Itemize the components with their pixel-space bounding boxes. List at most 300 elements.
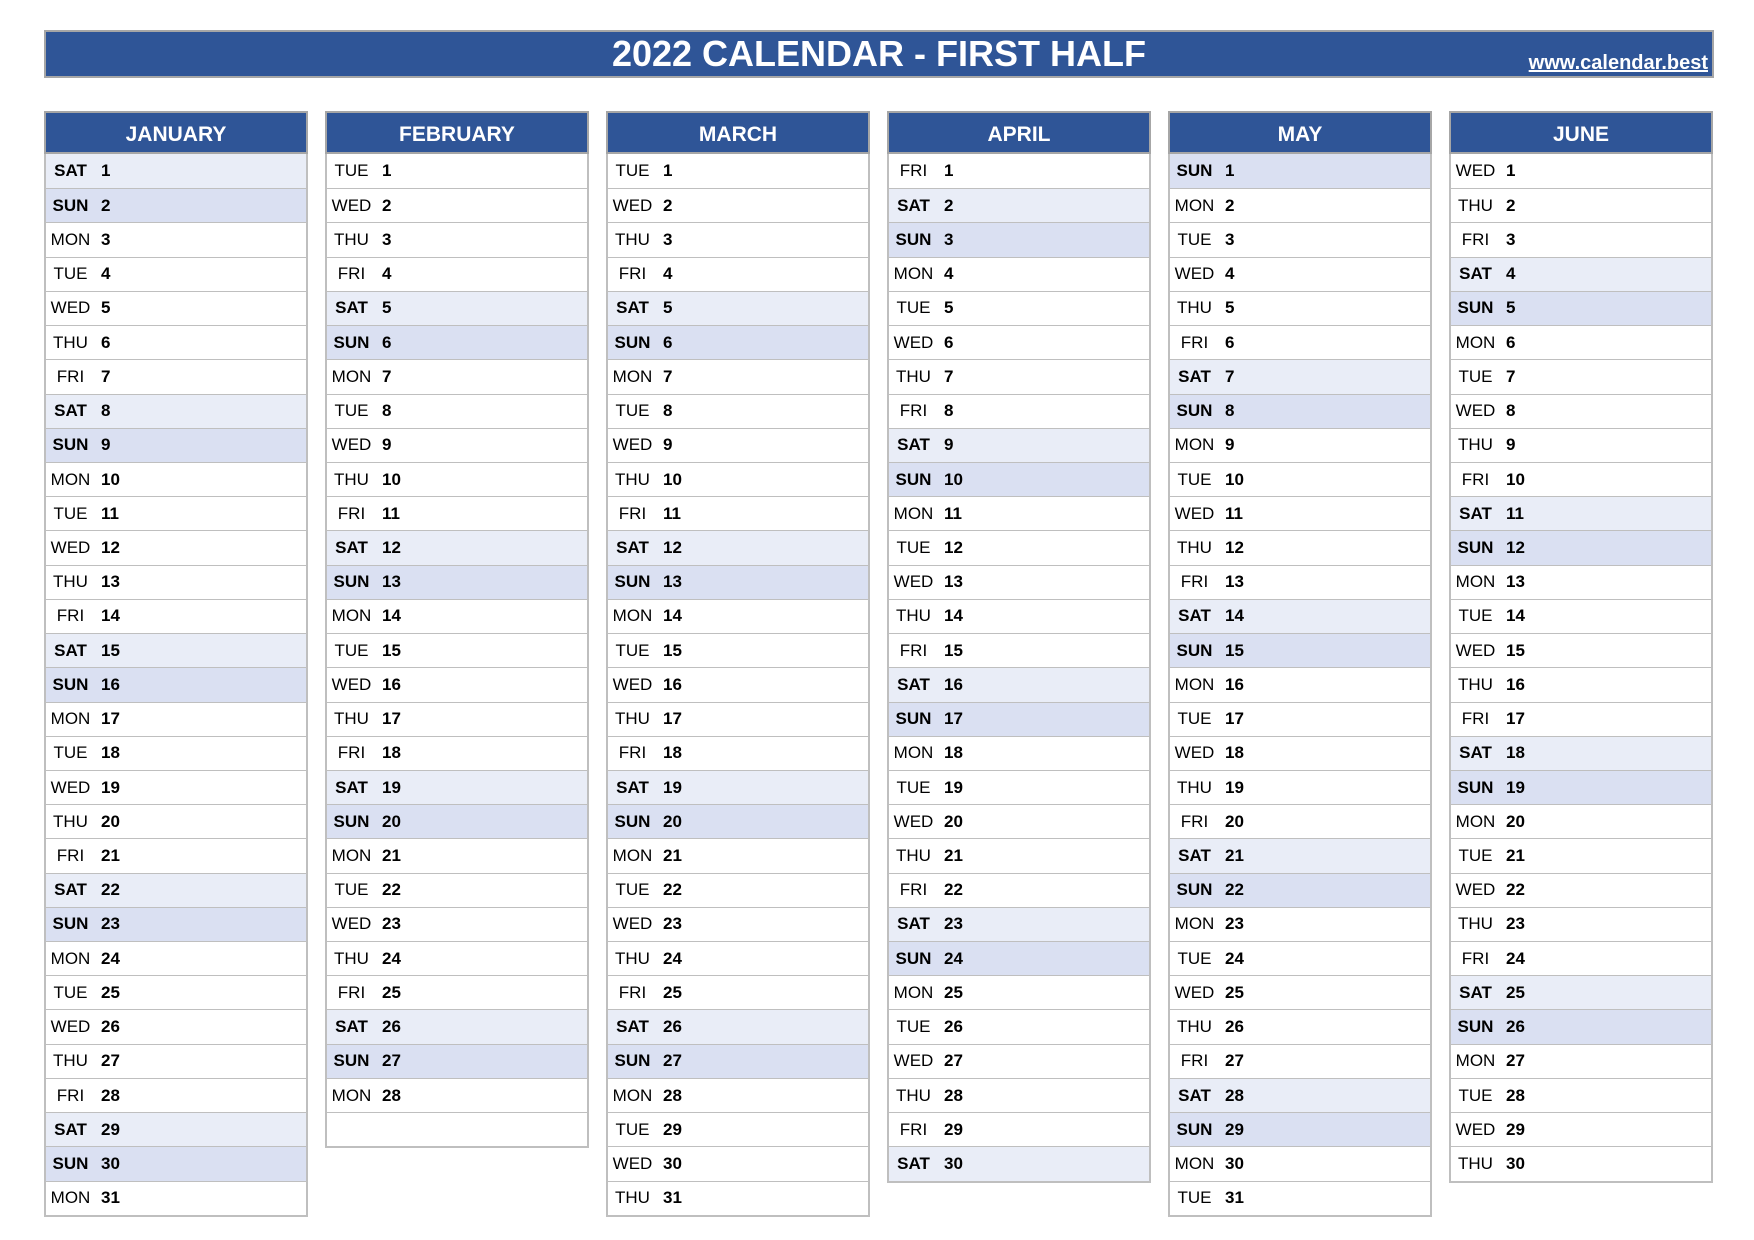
weekday-label: THU: [53, 332, 88, 352]
day-row: [1170, 907, 1430, 941]
day-number: 16: [944, 674, 963, 694]
day-number: 14: [382, 606, 401, 626]
day-number: 1: [382, 161, 392, 181]
day-row: [1170, 257, 1430, 291]
day-row: [608, 702, 868, 736]
weekday-label: MON: [1174, 435, 1215, 455]
day-row: [889, 188, 1149, 222]
weekday-label: THU: [1458, 674, 1493, 694]
day-number: 10: [101, 469, 120, 489]
day-row: [1170, 428, 1430, 462]
calendar-banner: [44, 30, 1714, 78]
day-number: 22: [944, 880, 963, 900]
day-number: 4: [663, 264, 673, 284]
weekday-label: SAT: [897, 195, 930, 215]
day-number: 27: [1225, 1051, 1244, 1071]
day-number: 9: [944, 435, 954, 455]
weekday-label: FRI: [618, 264, 647, 284]
day-row: [1170, 599, 1430, 633]
day-row: [46, 599, 306, 633]
day-number: 3: [382, 230, 392, 250]
day-number: 26: [382, 1017, 401, 1037]
day-number: 17: [1225, 709, 1244, 729]
day-row: [1451, 257, 1711, 291]
weekday-label: MON: [893, 503, 934, 523]
day-number: 13: [101, 572, 120, 592]
day-number: 21: [382, 845, 401, 865]
weekday-label: WED: [50, 538, 91, 558]
day-number: 8: [1225, 401, 1235, 421]
day-row: [1170, 359, 1430, 393]
day-number: 9: [663, 435, 673, 455]
day-row: [46, 975, 306, 1009]
day-row: [46, 325, 306, 359]
day-row: [327, 154, 587, 188]
weekday-label: MON: [331, 845, 372, 865]
weekday-label: SUN: [52, 435, 89, 455]
weekday-label: SUN: [1176, 640, 1213, 660]
day-number: 7: [1225, 366, 1235, 386]
day-row: [1451, 873, 1711, 907]
weekday-label: MON: [612, 606, 653, 626]
day-number: 11: [382, 503, 400, 523]
day-number: 11: [1506, 503, 1524, 523]
weekday-label: THU: [896, 606, 931, 626]
day-number: 26: [1506, 1017, 1525, 1037]
weekday-label: TUE: [1177, 469, 1212, 489]
day-number: 10: [663, 469, 682, 489]
day-row: [1451, 565, 1711, 599]
weekday-label: THU: [334, 948, 369, 968]
day-row: [1170, 325, 1430, 359]
weekday-label: TUE: [615, 401, 650, 421]
day-row: [1170, 565, 1430, 599]
day-row: [1170, 1181, 1430, 1215]
day-number: 21: [1225, 845, 1244, 865]
weekday-label: SUN: [614, 572, 651, 592]
weekday-label: SUN: [1457, 298, 1494, 318]
weekday-label: SAT: [1178, 845, 1211, 865]
day-row: [327, 530, 587, 564]
day-row: [1170, 394, 1430, 428]
day-number: 17: [1506, 709, 1525, 729]
day-row: [46, 1044, 306, 1078]
weekday-label: SUN: [895, 709, 932, 729]
weekday-label: WED: [331, 914, 372, 934]
day-row: [889, 941, 1149, 975]
weekday-label: MON: [893, 982, 934, 1002]
day-row: [608, 941, 868, 975]
day-number: 19: [101, 777, 120, 797]
day-row: [46, 1078, 306, 1112]
weekday-label: MON: [1455, 572, 1496, 592]
day-number: 7: [382, 366, 392, 386]
day-number: 28: [1506, 1085, 1525, 1105]
weekday-label: TUE: [1177, 948, 1212, 968]
weekday-label: TUE: [615, 880, 650, 900]
day-row: [46, 496, 306, 530]
month-march: [606, 111, 870, 1217]
weekday-label: MON: [1455, 332, 1496, 352]
weekday-label: FRI: [899, 1119, 928, 1139]
weekday-label: MON: [331, 606, 372, 626]
weekday-label: FRI: [337, 743, 366, 763]
day-row: [327, 1009, 587, 1043]
weekday-label: MON: [893, 743, 934, 763]
day-row: [1451, 188, 1711, 222]
day-row: [889, 222, 1149, 256]
weekday-label: SAT: [616, 538, 649, 558]
day-number: 19: [1225, 777, 1244, 797]
day-row: [889, 496, 1149, 530]
weekday-label: FRI: [1461, 230, 1490, 250]
weekday-label: TUE: [1177, 709, 1212, 729]
day-number: 14: [944, 606, 963, 626]
day-number: 6: [944, 332, 954, 352]
day-number: 1: [101, 161, 111, 181]
day-number: 4: [944, 264, 954, 284]
day-number: 30: [944, 1153, 963, 1173]
day-number: 23: [1506, 914, 1525, 934]
weekday-label: WED: [1174, 264, 1215, 284]
day-number: 14: [663, 606, 682, 626]
day-number: 29: [1225, 1119, 1244, 1139]
weekday-label: FRI: [56, 606, 85, 626]
day-number: 8: [944, 401, 954, 421]
weekday-label: FRI: [899, 161, 928, 181]
weekday-label: TUE: [334, 161, 369, 181]
weekday-label: MON: [1455, 811, 1496, 831]
day-row: [1451, 325, 1711, 359]
day-number: 17: [382, 709, 401, 729]
weekday-label: TUE: [334, 640, 369, 660]
day-row: [327, 359, 587, 393]
day-number: 9: [101, 435, 111, 455]
day-number: 14: [101, 606, 120, 626]
day-row: [327, 257, 587, 291]
day-row: [608, 1009, 868, 1043]
day-number: 30: [663, 1153, 682, 1173]
day-row: [46, 804, 306, 838]
day-number: 12: [1506, 538, 1525, 558]
weekday-label: WED: [1455, 161, 1496, 181]
weekday-label: SAT: [54, 880, 87, 900]
weekday-label: TUE: [1458, 606, 1493, 626]
weekday-label: TUE: [53, 982, 88, 1002]
day-number: 27: [663, 1051, 682, 1071]
weekday-label: FRI: [1180, 1051, 1209, 1071]
day-row: [1170, 770, 1430, 804]
day-row: [608, 1146, 868, 1180]
day-number: 12: [663, 538, 682, 558]
day-number: 22: [101, 880, 120, 900]
weekday-label: WED: [1455, 880, 1496, 900]
day-number: 12: [944, 538, 963, 558]
weekday-label: TUE: [1177, 1188, 1212, 1208]
day-row: [608, 188, 868, 222]
day-row: [889, 770, 1149, 804]
day-number: 18: [101, 743, 120, 763]
day-number: 6: [1225, 332, 1235, 352]
weekday-label: SAT: [335, 298, 368, 318]
day-number: 8: [382, 401, 392, 421]
day-number: 1: [663, 161, 673, 181]
day-number: 7: [101, 366, 111, 386]
day-number: 4: [1225, 264, 1235, 284]
day-row: [1451, 428, 1711, 462]
day-row: [1170, 222, 1430, 256]
weekday-label: WED: [612, 195, 653, 215]
day-row: [327, 941, 587, 975]
day-row: [46, 838, 306, 872]
day-number: 16: [101, 674, 120, 694]
weekday-label: THU: [1177, 298, 1212, 318]
weekday-label: TUE: [1458, 845, 1493, 865]
weekday-label: SAT: [616, 777, 649, 797]
day-number: 18: [944, 743, 963, 763]
day-number: 5: [382, 298, 392, 318]
day-number: 2: [1225, 195, 1235, 215]
weekday-label: SAT: [1178, 606, 1211, 626]
day-row: [327, 394, 587, 428]
day-row: [608, 565, 868, 599]
day-number: 28: [101, 1085, 120, 1105]
day-number: 28: [663, 1085, 682, 1105]
day-number: 13: [1506, 572, 1525, 592]
day-row: [608, 1112, 868, 1146]
day-row: [889, 359, 1149, 393]
day-row: [46, 257, 306, 291]
day-number: 2: [382, 195, 392, 215]
weekday-label: FRI: [618, 743, 647, 763]
weekday-label: SAT: [1459, 264, 1492, 284]
day-row: [608, 667, 868, 701]
day-row: [46, 188, 306, 222]
day-number: 11: [663, 503, 681, 523]
weekday-label: SAT: [335, 777, 368, 797]
day-number: 21: [1506, 845, 1525, 865]
day-row: [46, 941, 306, 975]
day-row: [1170, 1044, 1430, 1078]
day-row: [608, 428, 868, 462]
weekday-label: MON: [50, 230, 91, 250]
day-number: 13: [944, 572, 963, 592]
month-header: MARCH: [606, 111, 870, 154]
weekday-label: FRI: [1461, 709, 1490, 729]
day-number: 7: [944, 366, 954, 386]
day-row: [608, 154, 868, 188]
day-row: [327, 804, 587, 838]
weekday-label: TUE: [896, 777, 931, 797]
weekday-label: FRI: [618, 503, 647, 523]
day-number: 31: [101, 1188, 120, 1208]
day-number: 14: [1506, 606, 1525, 626]
day-row: [889, 838, 1149, 872]
weekday-label: TUE: [1177, 230, 1212, 250]
day-row: [1170, 667, 1430, 701]
weekday-label: THU: [1458, 195, 1493, 215]
day-row: [46, 702, 306, 736]
day-row: [46, 530, 306, 564]
day-row: [1451, 633, 1711, 667]
day-number: 20: [1225, 811, 1244, 831]
day-number: 16: [1225, 674, 1244, 694]
weekday-label: MON: [612, 1085, 653, 1105]
day-row: [1170, 530, 1430, 564]
day-number: 16: [663, 674, 682, 694]
day-number: 7: [663, 366, 673, 386]
weekday-label: TUE: [334, 880, 369, 900]
day-number: 24: [663, 948, 682, 968]
weekday-label: THU: [1177, 777, 1212, 797]
day-number: 1: [1225, 161, 1235, 181]
day-row: [1170, 1009, 1430, 1043]
day-number: 24: [944, 948, 963, 968]
day-row: [1170, 188, 1430, 222]
day-row: [1170, 1146, 1430, 1180]
weekday-label: FRI: [618, 982, 647, 1002]
day-number: 6: [101, 332, 111, 352]
day-row: [889, 565, 1149, 599]
weekday-label: TUE: [896, 1017, 931, 1037]
weekday-label: SUN: [52, 195, 89, 215]
day-row: [889, 633, 1149, 667]
day-row: [46, 873, 306, 907]
day-row: [46, 359, 306, 393]
day-number: 28: [1225, 1085, 1244, 1105]
day-number: 20: [944, 811, 963, 831]
day-row: [889, 599, 1149, 633]
weekday-label: TUE: [615, 640, 650, 660]
day-row: [1451, 154, 1711, 188]
day-number: 23: [101, 914, 120, 934]
day-row: [889, 736, 1149, 770]
day-row: [889, 154, 1149, 188]
weekday-label: WED: [331, 195, 372, 215]
day-row: [327, 496, 587, 530]
weekday-label: MON: [612, 845, 653, 865]
weekday-label: FRI: [337, 264, 366, 284]
day-row: [889, 1146, 1149, 1180]
day-number: 11: [944, 503, 962, 523]
day-row: [1451, 702, 1711, 736]
day-number: 24: [382, 948, 401, 968]
day-number: 25: [663, 982, 682, 1002]
day-row: [1170, 1078, 1430, 1112]
month-january: [44, 111, 308, 1217]
weekday-label: FRI: [899, 401, 928, 421]
weekday-label: SUN: [1457, 1017, 1494, 1037]
day-row: [1451, 496, 1711, 530]
day-row: [889, 1009, 1149, 1043]
day-row: [608, 222, 868, 256]
weekday-label: SAT: [1459, 503, 1492, 523]
day-number: 6: [663, 332, 673, 352]
weekday-label: SUN: [614, 332, 651, 352]
weekday-label: SAT: [54, 640, 87, 660]
day-row: [1451, 736, 1711, 770]
day-row: [1170, 1112, 1430, 1146]
day-number: 17: [944, 709, 963, 729]
day-number: 13: [663, 572, 682, 592]
day-row: [327, 1044, 587, 1078]
weekday-label: THU: [1458, 914, 1493, 934]
day-number: 3: [663, 230, 673, 250]
day-number: 5: [1506, 298, 1516, 318]
day-number: 21: [663, 845, 682, 865]
day-row: [1451, 359, 1711, 393]
day-number: 29: [944, 1119, 963, 1139]
day-number: 28: [944, 1085, 963, 1105]
weekday-label: WED: [1455, 640, 1496, 660]
day-row: [46, 565, 306, 599]
weekday-label: SAT: [897, 1153, 930, 1173]
weekday-label: WED: [50, 298, 91, 318]
day-row: [889, 702, 1149, 736]
day-list: [887, 154, 1151, 1183]
day-row: [889, 394, 1149, 428]
day-number: 27: [101, 1051, 120, 1071]
weekday-label: SAT: [616, 1017, 649, 1037]
weekday-label: SUN: [52, 914, 89, 934]
day-number: 29: [663, 1119, 682, 1139]
weekday-label: SUN: [333, 1051, 370, 1071]
day-number: 10: [382, 469, 401, 489]
day-number: 27: [1506, 1051, 1525, 1071]
day-row: [1451, 462, 1711, 496]
day-row: [46, 428, 306, 462]
day-row: [327, 599, 587, 633]
day-row: [46, 222, 306, 256]
day-number: 4: [1506, 264, 1516, 284]
day-number: 23: [382, 914, 401, 934]
day-row: [889, 428, 1149, 462]
day-row: [608, 325, 868, 359]
weekday-label: FRI: [56, 1085, 85, 1105]
day-number: 16: [1506, 674, 1525, 694]
day-row: [608, 736, 868, 770]
day-row: [327, 188, 587, 222]
day-row: [889, 291, 1149, 325]
day-number: 23: [663, 914, 682, 934]
weekday-label: TUE: [615, 1119, 650, 1139]
day-row: [608, 838, 868, 872]
day-number: 6: [1506, 332, 1516, 352]
weekday-label: WED: [612, 914, 653, 934]
day-number: 26: [101, 1017, 120, 1037]
day-row: [327, 565, 587, 599]
weekday-label: WED: [1455, 1119, 1496, 1139]
day-row: [889, 873, 1149, 907]
weekday-label: TUE: [334, 401, 369, 421]
day-number: 15: [663, 640, 682, 660]
weekday-label: SUN: [1176, 880, 1213, 900]
day-row: [327, 291, 587, 325]
weekday-label: TUE: [896, 298, 931, 318]
weekday-label: SAT: [335, 538, 368, 558]
day-row: [889, 907, 1149, 941]
weekday-label: MON: [331, 1085, 372, 1105]
weekday-label: SAT: [616, 298, 649, 318]
day-number: 3: [1225, 230, 1235, 250]
weekday-label: FRI: [899, 880, 928, 900]
website-link[interactable]: www.calendar.best: [1528, 52, 1708, 74]
weekday-label: THU: [615, 709, 650, 729]
day-number: 20: [663, 811, 682, 831]
day-number: 10: [1506, 469, 1525, 489]
day-number: 7: [1506, 366, 1516, 386]
day-row: [327, 667, 587, 701]
